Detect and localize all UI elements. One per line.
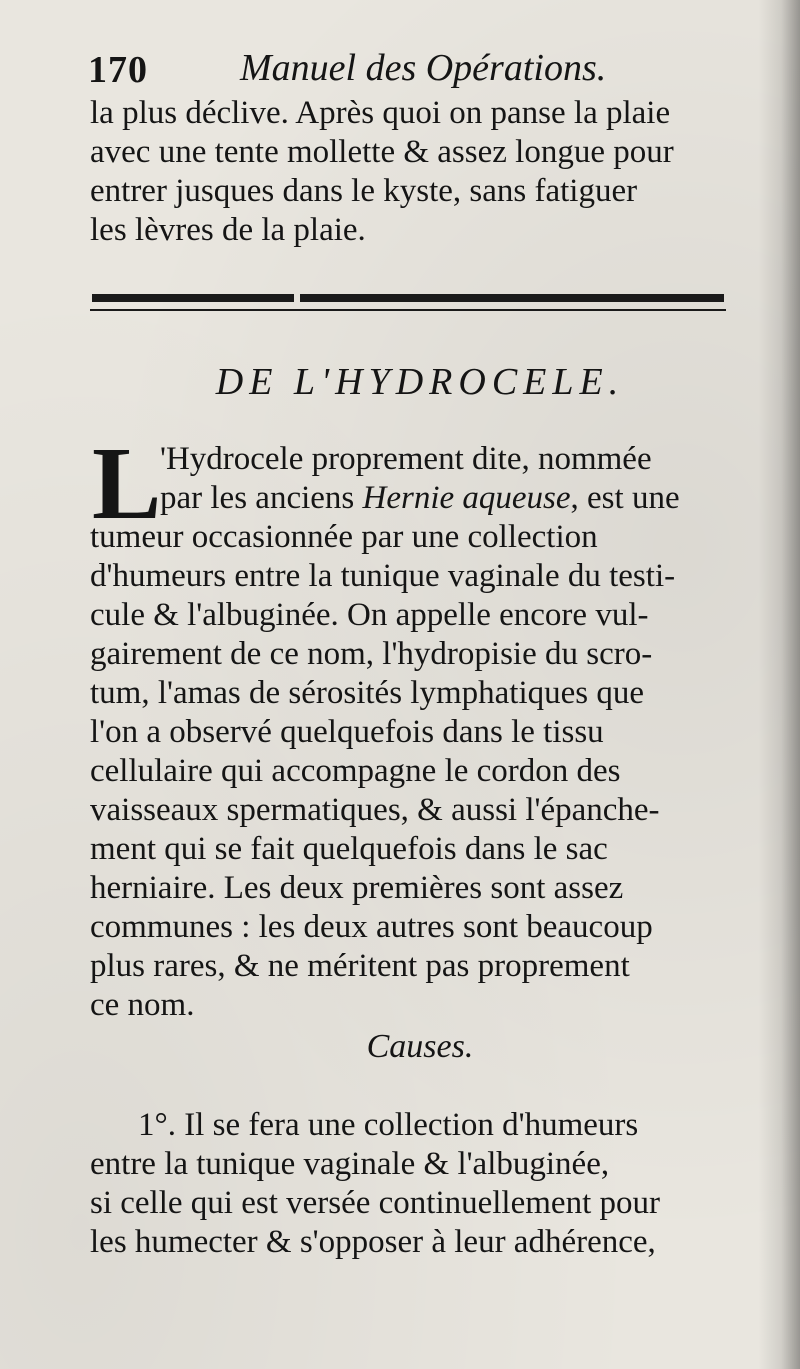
text-line: vaisseaux spermatiques, & aussi l'épanche- [90, 792, 660, 828]
text-line: les humecter & s'opposer à leur adhérence, [90, 1224, 656, 1260]
top-paragraph [90, 94, 742, 250]
text-line: communes : les deux autres sont beaucoup [90, 909, 653, 945]
running-title: Manuel des Opérations. [240, 47, 607, 89]
text-line: si celle qui est versée continuellement pour [90, 1185, 660, 1221]
text-line: tum, l'amas de sérosités lymphatiques que [90, 675, 645, 711]
text-line: tumeur occasionnée par une collection [90, 519, 598, 555]
text-line: 'Hydrocele proprement dite, nommée [160, 441, 652, 477]
text-line: gairement de ce nom, l'hydropisie du scro- [90, 636, 653, 672]
italic-term: Hernie aqueuse [362, 480, 571, 516]
text-line: 1°. Il se fera une collection d'humeurs [138, 1107, 639, 1143]
text-fragment: , est une [570, 480, 680, 516]
text-line: la plus déclive. Après quoi on panse la plaie [90, 95, 671, 131]
text-line: entrer jusques dans le kyste, sans fatiguer [90, 173, 638, 209]
text-line: entre la tunique vaginale & l'albuginée, [90, 1146, 610, 1182]
text-line [90, 479, 742, 518]
subheading-causes: Causes. [366, 1028, 474, 1065]
text-line: cule & l'albuginée. On appelle encore vul- [90, 597, 649, 633]
rule-thin-line [90, 309, 726, 311]
page-header [88, 42, 728, 92]
section-divider-rule [90, 290, 726, 320]
text-line: ce nom. [90, 987, 195, 1023]
drop-cap: L [92, 426, 162, 541]
text-line: les lèvres de la plaie. [90, 212, 366, 248]
text-line: ment qui se fait quelquefois dans le sac [90, 831, 608, 867]
page-number: 170 [88, 49, 148, 91]
rule-bar-right [300, 294, 724, 302]
text-line: cellulaire qui accompagne le cordon des [90, 753, 621, 789]
section-body [90, 440, 742, 1025]
page-edge-shadow [758, 0, 800, 1369]
text-line: plus rares, & ne méritent pas proprement [90, 948, 630, 984]
rule-bar-left [92, 294, 294, 302]
causes-paragraph [90, 1106, 742, 1262]
text-line: l'on a observé quelquefois dans le tissu [90, 714, 604, 750]
text-fragment: par les anciens [160, 480, 363, 516]
text-line: d'humeurs entre la tunique vaginale du testi- [90, 558, 676, 594]
text-line: herniaire. Les deux premières sont assez [90, 870, 624, 906]
text-line: avec une tente mollette & assez longue pour [90, 134, 674, 170]
section-title: DE L'HYDROCELE. [215, 361, 625, 403]
